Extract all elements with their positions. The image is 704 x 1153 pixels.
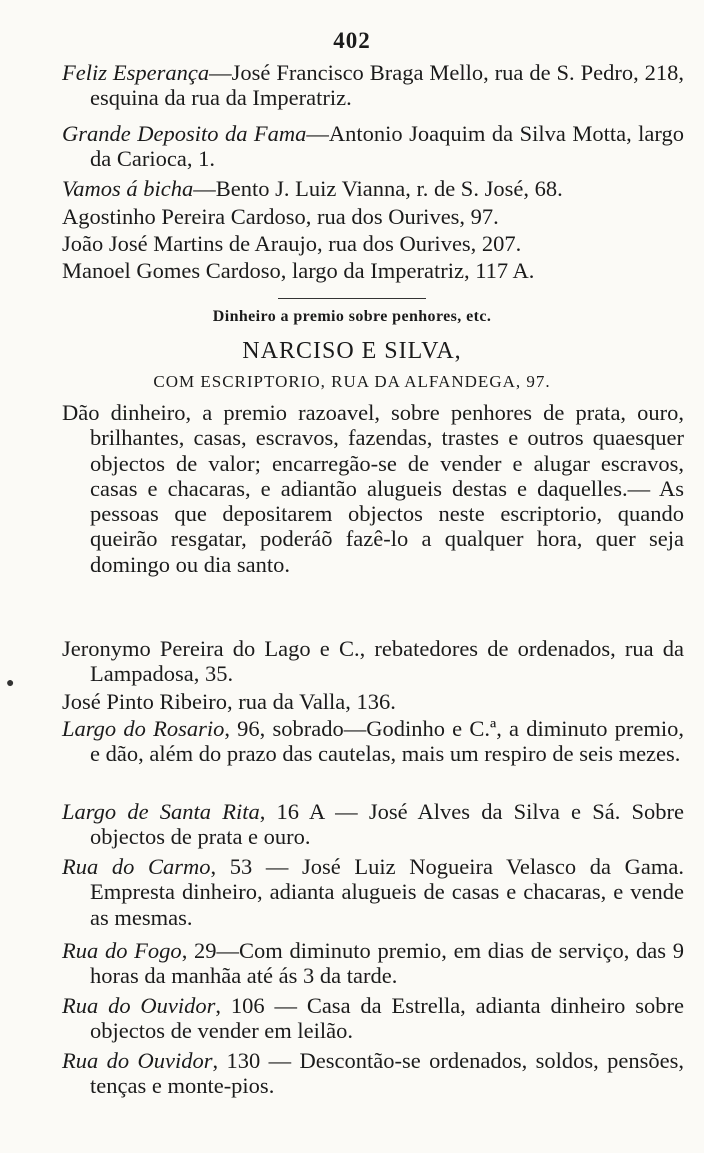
- entry-name: Rua do Ouvidor: [62, 993, 216, 1018]
- list-item: [62, 60, 684, 111]
- entry-name: Rua do Fogo: [62, 938, 182, 963]
- entry-sep: ,: [210, 854, 230, 879]
- entry-sep: —: [306, 121, 329, 146]
- entry-text: Agostinho Pereira Cardoso, rua dos Ourives, 97.: [62, 204, 499, 229]
- list-item: [62, 993, 684, 1044]
- page-number: 402: [333, 28, 371, 53]
- entry-text: 96, sobrado—Godinho e C.ª, a diminuto premio, e dão, além do prazo das cautelas, mais um respiro de seis mezes.: [90, 716, 684, 767]
- entry-text: Antonio Joaquim da Silva Motta, largo da Carioca, 1.: [90, 121, 684, 172]
- entry-name: Rua do Carmo: [62, 854, 211, 879]
- entry-sep: ,: [259, 799, 277, 824]
- entry-name: Largo do Rosario: [62, 716, 225, 741]
- list-item: [62, 636, 684, 687]
- entry-text: 29—Com diminuto premio, em dias de serviço, das 9 horas da manhãa até ás 3 da tarde.: [90, 938, 684, 989]
- list-item: [62, 799, 684, 850]
- entry-name: Largo de Santa Rita: [62, 799, 260, 824]
- list-item: [62, 689, 684, 714]
- entry-text: José Pinto Ribeiro, rua da Valla, 136.: [62, 689, 396, 714]
- list-item: [62, 938, 684, 989]
- list-item: [62, 231, 684, 256]
- section-heading: Dinheiro a premio sobre penhores, etc.: [212, 308, 492, 325]
- entry-text: José Francisco Braga Mello, rua de S. Pedro, 218, esquina da rua da Imperatriz.: [90, 60, 684, 111]
- entry-text: 16 A — José Alves da Silva e Sá. Sobre objectos de prata e ouro.: [90, 799, 685, 850]
- entry-name: Rua do Ouvidor: [62, 1048, 213, 1073]
- entry-text: 53 — José Luiz Nogueira Velasco da Gama. Empresta dinheiro, adianta alugueis de casas e chacaras, e vende as mesmas.: [90, 854, 684, 930]
- section-divider: [278, 298, 426, 299]
- entry-text: Bento J. Luiz Vianna, r. de S. José, 68.: [215, 176, 563, 201]
- entry-sep: ,: [215, 993, 231, 1018]
- list-item: [62, 716, 684, 767]
- entry-name: Grande Deposito da Fama: [62, 121, 307, 146]
- entry-text: 106 — Casa da Estrella, adianta dinheiro sobre objectos de vender em leilão.: [90, 993, 684, 1044]
- list-item: [62, 204, 684, 229]
- entry-sep: —: [209, 60, 232, 85]
- entry-name: Feliz Esperança: [62, 60, 210, 85]
- list-item: [62, 854, 684, 930]
- firm-address: COM ESCRIPTORIO, RUA DA ALFANDEGA, 97.: [153, 372, 551, 391]
- entry-sep: —: [193, 176, 216, 201]
- list-item: [62, 258, 684, 283]
- entry-sep: ,: [224, 716, 238, 741]
- entry-text: João José Martins de Araujo, rua dos Ourives, 207.: [62, 231, 522, 256]
- list-item: [62, 121, 684, 172]
- entry-text: Manoel Gomes Cardoso, largo da Imperatriz, 117 A.: [62, 258, 535, 283]
- entry-name: Vamos á bicha: [62, 176, 194, 201]
- firm-name: NARCISO E SILVA,: [242, 338, 462, 364]
- entry-text: Jeronymo Pereira do Lago e C., rebatedores de ordenados, rua da Lampadosa, 35.: [62, 636, 684, 687]
- margin-mark-icon: ●: [6, 676, 15, 691]
- list-item: [62, 176, 684, 201]
- entry-sep: ,: [212, 1048, 227, 1073]
- list-item: [62, 1048, 684, 1099]
- entry-text: 130 — Descontão-se ordenados, soldos, pensões, tenças e monte-pios.: [90, 1048, 685, 1099]
- entry-sep: ,: [181, 938, 195, 963]
- firm-description: Dão dinheiro, a premio razoavel, sobre penhores de prata, ouro, brilhantes, casas, escravos, fazendas, trastes e outros quaesquer objectos de valor; encarregão-se de vender e alugar escravos, casas e chacaras, e adiantão alugueis destas e daquelles.— As pessoas que depositarem objectos neste escriptorio, quando queirão resgatar, poderáõ fazê-lo a qualquer hora, quer seja domingo ou dia santo.: [62, 400, 684, 577]
